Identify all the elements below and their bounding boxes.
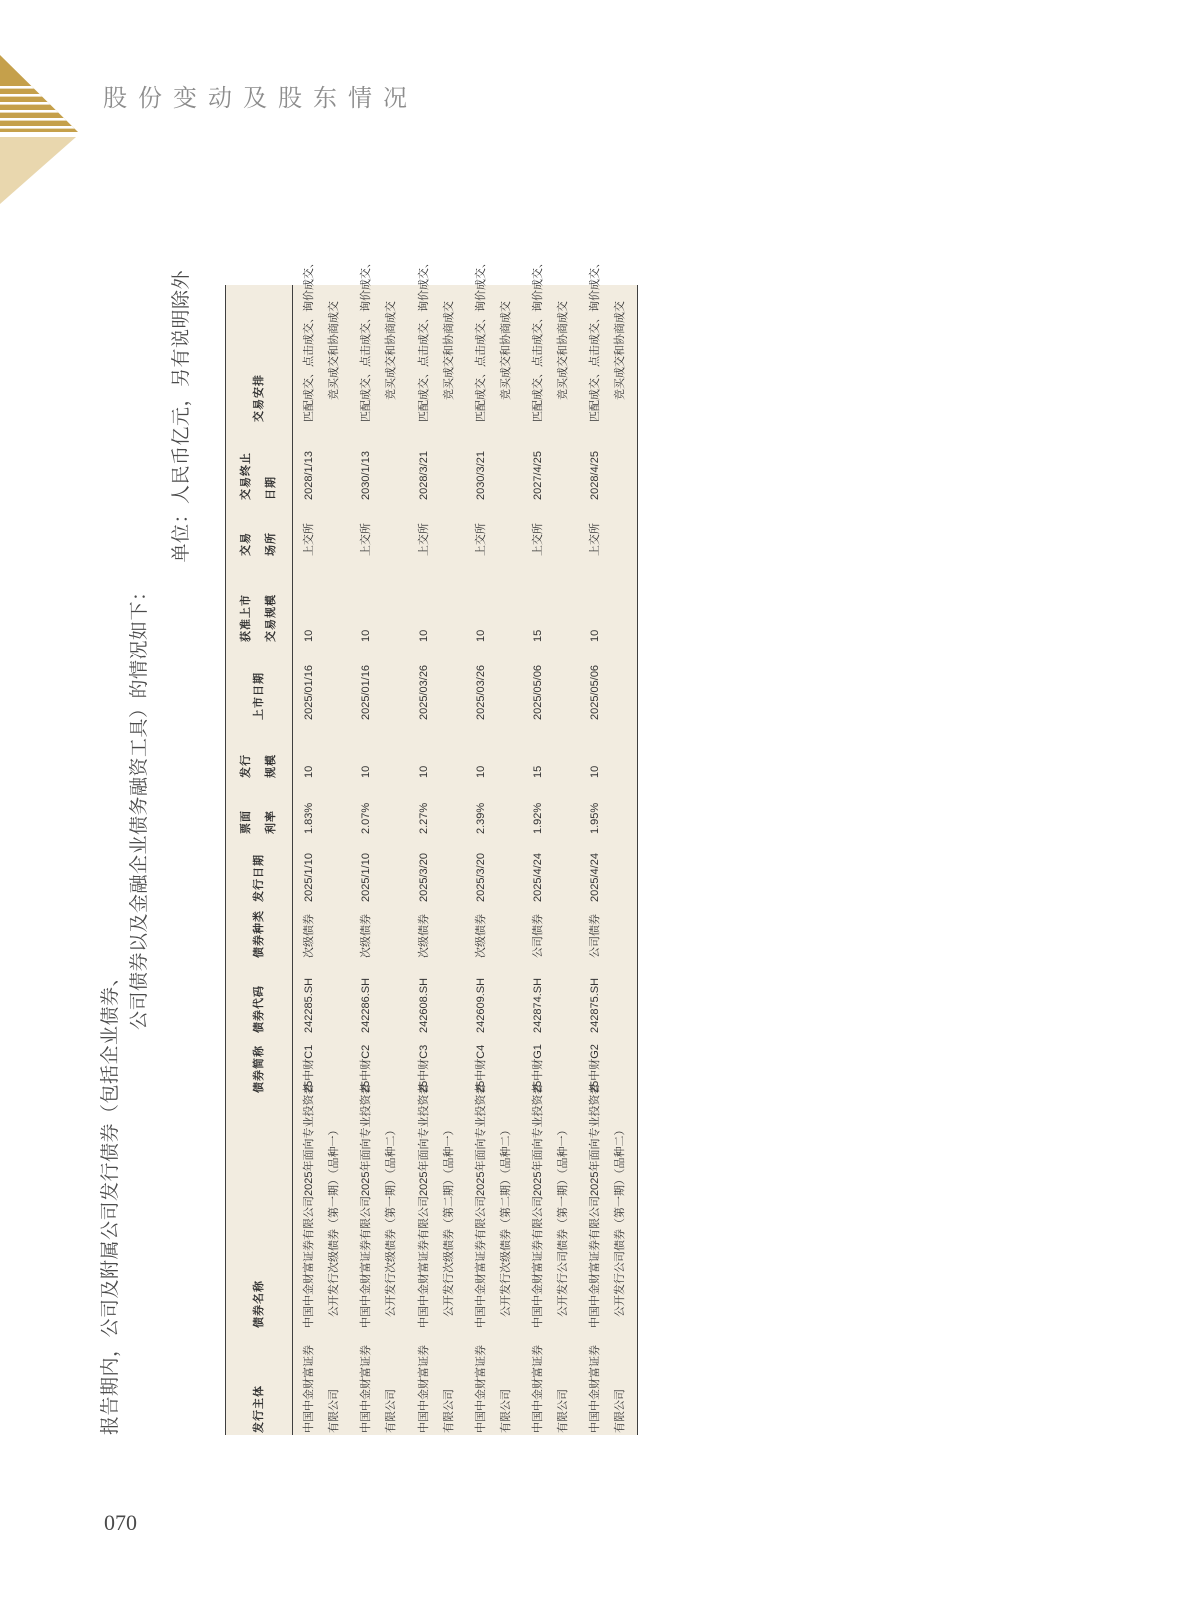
- cell-line: 竞买成交和协商成交: [385, 301, 398, 400]
- cell-issue-date: [522, 836, 579, 904]
- cell-line: 中国中金财富证券: [417, 1345, 430, 1433]
- cell-line: 上交所: [417, 523, 430, 556]
- cell-line: 发行: [240, 754, 252, 778]
- cell-bond-abbr: [465, 1035, 522, 1095]
- cell-line: 10: [303, 765, 315, 778]
- cell-bond-code: [293, 960, 350, 1035]
- cell-line: 242285.SH: [303, 977, 315, 1033]
- cell-line: 2025/3/20: [474, 853, 487, 902]
- cell-bond-name: [579, 1083, 636, 1330]
- cell-line: 2025/4/24: [589, 853, 602, 902]
- cell-line: 发行主体: [252, 1385, 265, 1433]
- cell-line: 日期: [265, 476, 277, 500]
- cell-line: 中国中金财富证券有限公司2025年面向专业投资者: [360, 1083, 373, 1328]
- cell-line: 中国中金财富证券有限公司2025年面向专业投资者: [474, 1083, 487, 1328]
- cell-arrangement: [293, 257, 350, 424]
- cell-line: 2025/01/16: [360, 664, 373, 720]
- cell-exchange: [350, 502, 407, 558]
- cell-approved-size: [408, 558, 465, 644]
- cell-line: 公开发行公司债券（第一期）（品种二）: [614, 1124, 627, 1317]
- cell-line: 有限公司: [499, 1389, 512, 1433]
- header-cell-exchange: [226, 502, 292, 558]
- cell-line: 2025/4/24: [532, 853, 545, 902]
- cell-line: 2.07%: [360, 802, 373, 834]
- cell-listing-date: [408, 644, 465, 722]
- cell-exchange: [293, 502, 350, 558]
- cell-line: 交易安排: [252, 374, 265, 422]
- cell-bond-name: [465, 1083, 522, 1330]
- cell-bond-type: [408, 904, 465, 960]
- cell-line: 上交所: [303, 523, 315, 556]
- cell-line: 债券简称: [252, 1045, 265, 1093]
- cell-line: 242874.SH: [532, 977, 545, 1033]
- cell-line: 竞买成交和协商成交: [614, 301, 627, 400]
- cell-line: 竞买成交和协商成交: [328, 301, 340, 400]
- cell-issue-date: [408, 836, 465, 904]
- cell-line: 竞买成交和协商成交: [442, 301, 455, 400]
- cell-listing-date: [465, 644, 522, 722]
- cell-bond-abbr: [350, 1035, 407, 1095]
- cell-exchange: [522, 502, 579, 558]
- cell-line: 中国中金财富证券: [532, 1345, 545, 1433]
- cell-termination-date: [579, 424, 636, 502]
- cell-line: 票面: [240, 810, 252, 834]
- cell-bond-abbr: [408, 1035, 465, 1095]
- cell-line: 上交所: [474, 523, 487, 556]
- table-row: [579, 257, 636, 1435]
- cell-line: 中国中金财富证券有限公司2025年面向专业投资者: [589, 1083, 602, 1328]
- cell-line: 25中财C4: [474, 1044, 487, 1093]
- cell-arrangement: [408, 257, 465, 424]
- cell-coupon-rate: [350, 780, 407, 836]
- header-cell-approved-size: [226, 558, 292, 644]
- cell-bond-code: [465, 960, 522, 1035]
- cell-issuer: [522, 1330, 579, 1435]
- table-row: [350, 257, 407, 1435]
- cell-issue-size: [522, 722, 579, 780]
- table-row: [465, 257, 522, 1435]
- table-row: [408, 257, 465, 1435]
- cell-line: 次级债券: [417, 914, 430, 958]
- cell-bond-abbr: [293, 1035, 350, 1095]
- cell-line: 竞买成交和协商成交: [499, 301, 512, 400]
- cell-line: 1.83%: [303, 802, 315, 834]
- cell-line: 债券种类: [252, 910, 265, 958]
- cell-line: 中国中金财富证券有限公司2025年面向专业投资者: [532, 1083, 545, 1328]
- cell-line: 10: [417, 765, 430, 778]
- cell-line: 2027/4/25: [532, 451, 545, 500]
- unit-note: 单位：人民币亿元，另有说明除外: [171, 270, 192, 563]
- table-row: [293, 257, 350, 1435]
- rotated-content: [95, 257, 647, 1440]
- cell-issue-size: [408, 722, 465, 780]
- cell-line: 次级债券: [474, 914, 487, 958]
- cell-termination-date: [465, 424, 522, 502]
- intro-paragraph-line1: 报告期内，公司及附属公司发行债券（包括企业债券、: [100, 966, 121, 1435]
- cell-bond-code: [350, 960, 407, 1035]
- cell-line: 中国中金财富证券: [474, 1345, 487, 1433]
- cell-listing-date: [579, 644, 636, 722]
- cell-bond-abbr: [522, 1035, 579, 1095]
- cell-line: 交易终止: [240, 452, 252, 500]
- cell-line: 2.27%: [417, 802, 430, 834]
- cell-bond-type: [350, 904, 407, 960]
- cell-line: 25中财C1: [303, 1044, 315, 1093]
- cell-bond-type: [522, 904, 579, 960]
- header-cell-coupon-rate: [226, 780, 292, 836]
- cell-exchange: [465, 502, 522, 558]
- cell-line: 中国中金财富证券: [589, 1345, 602, 1433]
- cell-line: 2028/4/25: [589, 451, 602, 500]
- cell-line: 公开发行次级债券（第二期）（品种一）: [442, 1124, 455, 1317]
- cell-line: 2025/03/26: [474, 664, 487, 720]
- header-cell-listing-date: [226, 644, 292, 722]
- cell-coupon-rate: [465, 780, 522, 836]
- cell-line: 1.92%: [532, 802, 545, 834]
- cell-arrangement: [350, 257, 407, 424]
- cell-bond-name: [293, 1083, 350, 1330]
- cell-line: 匹配成交、点击成交、询价成交、: [474, 257, 487, 422]
- cell-line: 2030/1/13: [360, 451, 373, 500]
- cell-line: 公开发行次级债券（第一期）（品种二）: [385, 1124, 398, 1317]
- cell-line: 15: [532, 629, 545, 642]
- table-row: [522, 257, 579, 1435]
- cell-issue-size: [293, 722, 350, 780]
- cell-bond-name: [408, 1083, 465, 1330]
- cell-line: 有限公司: [385, 1389, 398, 1433]
- cell-exchange: [579, 502, 636, 558]
- cell-line: 公开发行次级债券（第一期）（品种一）: [328, 1124, 340, 1317]
- cell-line: 10: [303, 629, 315, 642]
- cell-listing-date: [522, 644, 579, 722]
- cell-line: 2.39%: [474, 802, 487, 834]
- header-cell-bond-type: [226, 904, 292, 960]
- cell-line: 25中财C3: [417, 1044, 430, 1093]
- cell-line: 2025/03/26: [417, 664, 430, 720]
- cell-line: 242608.SH: [417, 977, 430, 1033]
- cell-termination-date: [293, 424, 350, 502]
- cell-line: 上交所: [532, 523, 545, 556]
- cell-line: 债券代码: [252, 985, 265, 1033]
- cell-line: 25中财G2: [589, 1044, 602, 1093]
- cell-line: 242875.SH: [589, 977, 602, 1033]
- cell-issuer: [579, 1330, 636, 1435]
- gold-triangle-decoration: [0, 52, 82, 207]
- cell-bond-name: [522, 1083, 579, 1330]
- cell-issue-size: [579, 722, 636, 780]
- cell-coupon-rate: [293, 780, 350, 836]
- cell-line: 次级债券: [360, 914, 373, 958]
- cell-line: 10: [474, 765, 487, 778]
- cell-line: 10: [417, 629, 430, 642]
- cell-line: 2025/3/20: [417, 853, 430, 902]
- header-cell-termination-date: [226, 424, 292, 502]
- cell-coupon-rate: [579, 780, 636, 836]
- cell-line: 有限公司: [328, 1389, 340, 1433]
- cell-line: 场所: [265, 532, 277, 556]
- cell-approved-size: [293, 558, 350, 644]
- cell-approved-size: [350, 558, 407, 644]
- cell-line: 竞买成交和协商成交: [557, 301, 570, 400]
- cell-arrangement: [579, 257, 636, 424]
- cell-line: 发行日期: [252, 854, 265, 902]
- cell-line: 10: [589, 629, 602, 642]
- cell-line: 公开发行公司债券（第一期）（品种一）: [557, 1124, 570, 1317]
- cell-line: 10: [474, 629, 487, 642]
- cell-exchange: [408, 502, 465, 558]
- cell-bond-name: [350, 1083, 407, 1330]
- cell-issue-size: [465, 722, 522, 780]
- cell-line: 中国中金财富证券有限公司2025年面向专业投资者: [303, 1083, 315, 1328]
- cell-line: 1.95%: [589, 802, 602, 834]
- header-cell-arrangement: [226, 285, 292, 424]
- cell-line: 利率: [265, 810, 277, 834]
- cell-line: 2025/1/10: [303, 853, 315, 902]
- cell-bond-type: [293, 904, 350, 960]
- cell-listing-date: [350, 644, 407, 722]
- cell-termination-date: [408, 424, 465, 502]
- cell-line: 有限公司: [557, 1389, 570, 1433]
- cell-line: 242609.SH: [474, 977, 487, 1033]
- page-number: 070: [104, 1510, 137, 1535]
- cell-line: 2025/01/16: [303, 664, 315, 720]
- cell-termination-date: [522, 424, 579, 502]
- cell-line: 中国中金财富证券: [303, 1345, 315, 1433]
- cell-line: 公司债券: [589, 914, 602, 958]
- cell-line: 公司债券: [532, 914, 545, 958]
- cell-issuer: [350, 1330, 407, 1435]
- cell-approved-size: [465, 558, 522, 644]
- cell-line: 上市日期: [252, 672, 265, 720]
- cell-line: 上交所: [589, 523, 602, 556]
- cell-approved-size: [522, 558, 579, 644]
- cell-approved-size: [579, 558, 636, 644]
- cell-line: 25中财G1: [532, 1044, 545, 1093]
- cell-termination-date: [350, 424, 407, 502]
- cell-line: 2028/3/21: [417, 451, 430, 500]
- cell-line: 中国中金财富证券: [360, 1345, 373, 1433]
- cell-line: 25中财C2: [360, 1044, 373, 1093]
- header-cell-issue-size: [226, 722, 292, 780]
- cell-issuer: [293, 1330, 350, 1435]
- intro-paragraph-line2: 公司债券以及金融企业债务融资工具）的情况如下：: [129, 581, 150, 1030]
- cell-line: 匹配成交、点击成交、询价成交、: [303, 257, 315, 422]
- cell-line: 匹配成交、点击成交、询价成交、: [360, 257, 373, 422]
- cell-line: 获准上市: [240, 594, 252, 642]
- cell-line: 2025/05/06: [589, 664, 602, 720]
- cell-line: 242286.SH: [360, 977, 373, 1033]
- header-cell-bond-name: [226, 1095, 292, 1330]
- cell-line: 2025/05/06: [532, 664, 545, 720]
- header-cell-issue-date: [226, 836, 292, 904]
- header-cell-issuer: [226, 1330, 292, 1435]
- header-cell-bond-code: [226, 960, 292, 1035]
- cell-line: 2030/3/21: [474, 451, 487, 500]
- cell-line: 交易: [240, 532, 252, 556]
- cell-bond-type: [579, 904, 636, 960]
- header-cell-bond-abbr: [226, 1035, 292, 1095]
- cell-line: 10: [589, 765, 602, 778]
- bond-issuance-table: [225, 257, 638, 1435]
- cell-line: 规模: [265, 754, 277, 778]
- cell-line: 有限公司: [442, 1389, 455, 1433]
- cell-line: 2028/1/13: [303, 451, 315, 500]
- cell-line: 上交所: [360, 523, 373, 556]
- cell-line: 债券名称: [252, 1280, 265, 1328]
- cell-issuer: [408, 1330, 465, 1435]
- cell-line: 10: [360, 765, 373, 778]
- cell-issuer: [465, 1330, 522, 1435]
- cell-line: 10: [360, 629, 373, 642]
- cell-line: 匹配成交、点击成交、询价成交、: [589, 257, 602, 422]
- cell-bond-code: [579, 960, 636, 1035]
- cell-bond-code: [408, 960, 465, 1035]
- cell-arrangement: [465, 257, 522, 424]
- cell-line: 交易规模: [265, 594, 277, 642]
- cell-arrangement: [522, 257, 579, 424]
- cell-bond-abbr: [579, 1035, 636, 1095]
- cell-line: 2025/1/10: [360, 853, 373, 902]
- cell-line: 公开发行次级债券（第二期）（品种二）: [499, 1124, 512, 1317]
- page-title: 股份变动及股东情况: [103, 86, 418, 112]
- cell-coupon-rate: [408, 780, 465, 836]
- cell-issue-date: [350, 836, 407, 904]
- cell-line: 中国中金财富证券有限公司2025年面向专业投资者: [417, 1083, 430, 1328]
- cell-line: 有限公司: [614, 1389, 627, 1433]
- cell-line: 匹配成交、点击成交、询价成交、: [532, 257, 545, 422]
- cell-bond-type: [465, 904, 522, 960]
- cell-issue-date: [579, 836, 636, 904]
- cell-line: 次级债券: [303, 914, 315, 958]
- cell-issue-size: [350, 722, 407, 780]
- cell-issue-date: [465, 836, 522, 904]
- cell-issue-date: [293, 836, 350, 904]
- cell-listing-date: [293, 644, 350, 722]
- cell-line: 15: [532, 765, 545, 778]
- cell-bond-code: [522, 960, 579, 1035]
- cell-coupon-rate: [522, 780, 579, 836]
- cell-line: 匹配成交、点击成交、询价成交、: [417, 257, 430, 422]
- table-header-row: [226, 285, 293, 1435]
